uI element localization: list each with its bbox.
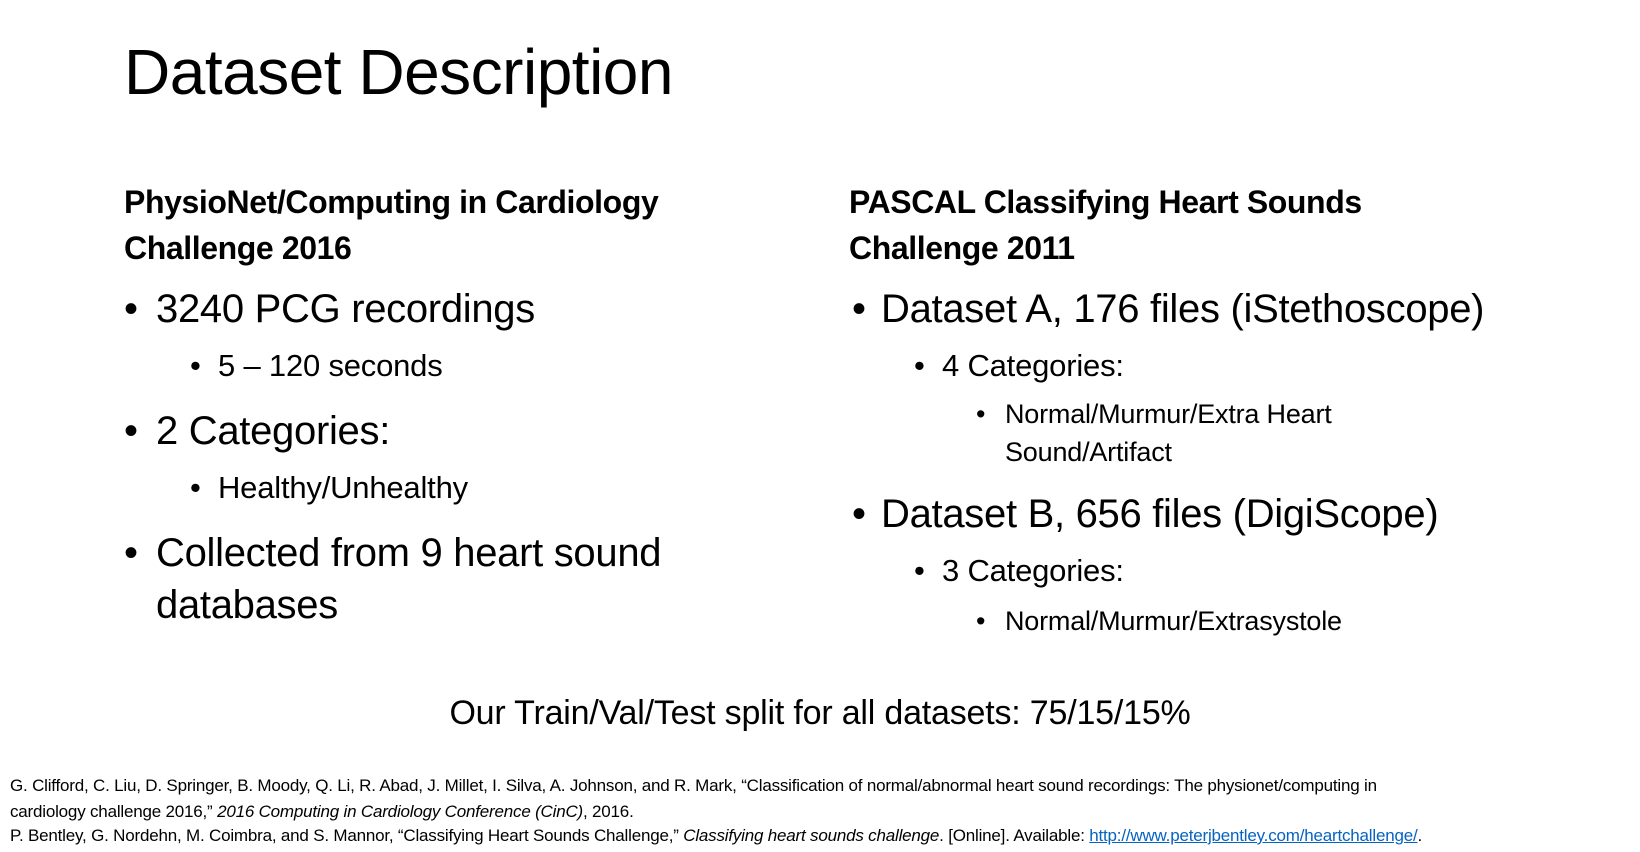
right-subsub-b: Normal/Murmur/Extrasystole	[1005, 606, 1342, 636]
bullet-dot: •	[852, 492, 866, 536]
left-heading-line1: PhysioNet/Computing in Cardiology	[124, 184, 659, 220]
bullet-dot: •	[190, 348, 201, 383]
ref-text: G. Clifford, C. Liu, D. Springer, B. Moody, Q. Li, R. Abad, J. Millet, I. Silva, A. Johnson, and R. Mark, “Classification of normal/abnormal heart sound recordings: The physionet/computing in	[10, 776, 1377, 795]
right-heading-line1: PASCAL Classifying Heart Sounds	[849, 184, 1362, 220]
reference-2	[10, 825, 1422, 847]
ref-text: P. Bentley, G. Nordehn, M. Coimbra, and S. Mannor, “Classifying Heart Sounds Challenge,”	[10, 826, 679, 845]
left-bullet-categories: 2 Categories:	[156, 409, 391, 453]
ref-text: .	[1417, 826, 1423, 845]
right-bullet-dataset-a: Dataset A, 176 files (iStethoscope)	[881, 287, 1485, 331]
right-subsub-a-line1: Normal/Murmur/Extra Heart	[1005, 399, 1332, 429]
bullet-dot: •	[852, 287, 866, 331]
bullet-dot: •	[976, 399, 986, 429]
right-sub-b-categories: 3 Categories:	[942, 553, 1124, 588]
ref-venue: Classifying heart sounds challenge	[683, 826, 940, 845]
bullet-dot: •	[190, 470, 201, 505]
reference-1-line1	[10, 775, 1377, 797]
bullet-dot: •	[124, 409, 138, 453]
ref-text: , 2016.	[583, 802, 634, 821]
right-heading-line2: Challenge 2011	[849, 230, 1075, 266]
bullet-dot: •	[976, 606, 986, 636]
right-bullet-dataset-b: Dataset B, 656 files (DigiScope)	[881, 492, 1439, 536]
split-statement: Our Train/Val/Test split for all datasets: 75/15/15%	[449, 694, 1191, 732]
left-bullet-collected-line2: databases	[156, 583, 338, 627]
ref-text: cardiology challenge 2016,”	[10, 802, 213, 821]
reference-link[interactable]: http://www.peterjbentley.com/heartchallenge/	[1089, 826, 1418, 845]
slide-title: Dataset Description	[124, 36, 673, 108]
left-sub-healthy: Healthy/Unhealthy	[218, 470, 468, 505]
ref-text: . [Online]. Available:	[939, 826, 1085, 845]
right-sub-a-categories: 4 Categories:	[942, 348, 1124, 383]
left-bullet-collected-line1: Collected from 9 heart sound	[156, 531, 662, 575]
bullet-dot: •	[124, 287, 138, 331]
bullet-dot: •	[914, 348, 925, 383]
reference-1-line2	[10, 801, 634, 823]
left-heading-line2: Challenge 2016	[124, 230, 352, 266]
right-subsub-a-line2: Sound/Artifact	[1005, 437, 1172, 467]
bullet-dot: •	[914, 553, 925, 588]
ref-venue: 2016 Computing in Cardiology Conference (CinC)	[217, 802, 583, 821]
left-sub-seconds: 5 – 120 seconds	[218, 348, 443, 383]
left-bullet-recordings: 3240 PCG recordings	[156, 287, 535, 331]
bullet-dot: •	[124, 531, 138, 575]
